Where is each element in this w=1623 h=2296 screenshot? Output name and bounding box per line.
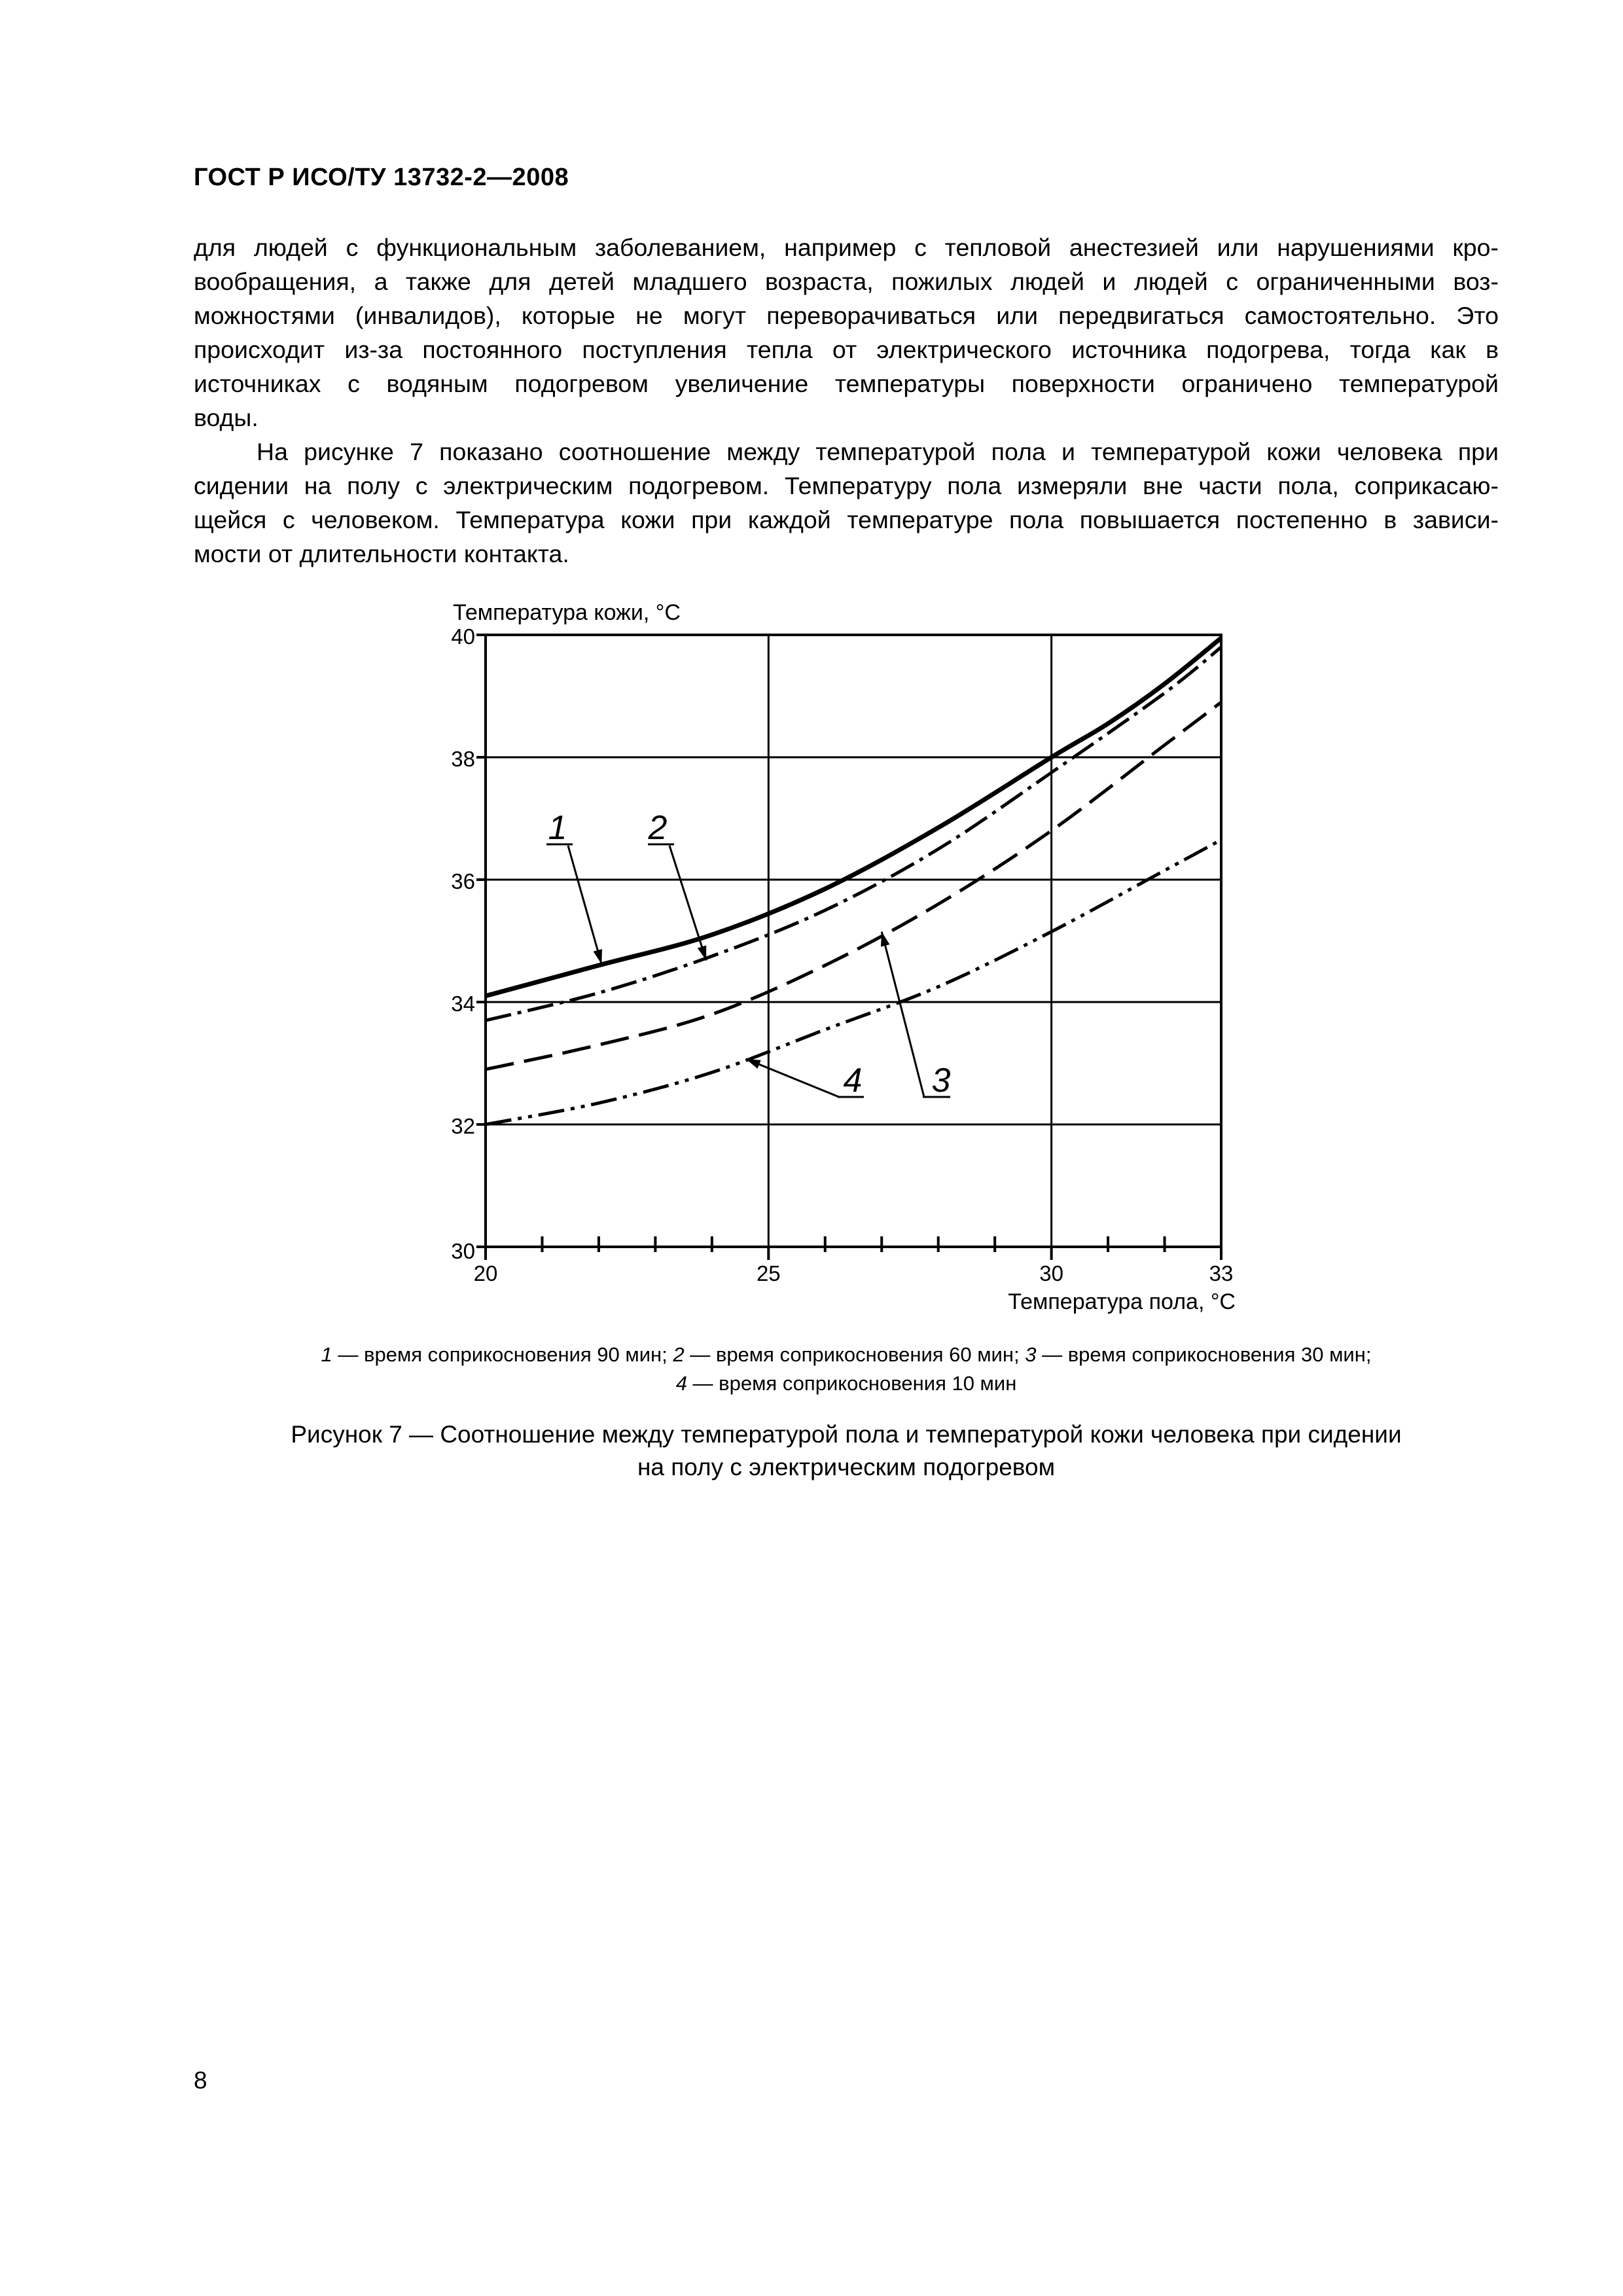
- y-tick-label: 32: [451, 1114, 475, 1138]
- y-tick-label: 30: [451, 1239, 475, 1263]
- paragraph-line: источниках с водяным подогревом увеличение температуры поверхности ограничено температурой: [194, 370, 1499, 397]
- x-tick-label: 20: [473, 1261, 498, 1285]
- y-tick-label: 36: [451, 869, 475, 893]
- paragraph-line: происходит из-за постоянного поступления тепла от электрического источника подогрева, тогда как в: [194, 336, 1499, 363]
- legend-text: — время соприкосновения 30 мин;: [1036, 1343, 1372, 1366]
- page-number: 8: [194, 2067, 207, 2094]
- paragraph-line: воды.: [194, 404, 259, 431]
- curve-leader-arrowhead: [594, 949, 602, 964]
- curve-leader-arrowhead: [746, 1059, 761, 1069]
- document-header: ГОСТ Р ИСО/ТУ 13732-2—2008: [194, 164, 569, 191]
- curve-label-3: 3: [931, 1062, 951, 1100]
- caption-line-2: на полу с электрическим подогревом: [637, 1454, 1056, 1480]
- legend-text: — время соприкосновения 90 мин;: [332, 1343, 673, 1366]
- curve-leader-line: [568, 846, 601, 964]
- x-tick-label: 33: [1209, 1261, 1234, 1285]
- legend-line-1: [194, 1340, 1499, 1369]
- curve-leader-line: [882, 931, 924, 1097]
- legend-number: 4: [675, 1372, 687, 1395]
- figure-legend: [194, 1340, 1499, 1398]
- paragraph-line: для людей с функциональным заболеванием, например с тепловой анестезией или нарушениями кро-: [194, 234, 1499, 261]
- paragraph-line: щейся с человеком. Температура кожи при каждой температуре пола повышается постепенно в зависи-: [194, 506, 1499, 533]
- y-tick-label: 34: [451, 992, 475, 1016]
- legend-text: — время соприкосновения 60 мин;: [684, 1343, 1026, 1366]
- legend-number: 2: [673, 1343, 685, 1366]
- x-axis-title: Температура пола, °С: [1008, 1289, 1236, 1314]
- curve-leader-line: [746, 1059, 839, 1097]
- legend-text: — время соприкосновения 10 мин: [687, 1372, 1017, 1395]
- caption-line-1: Рисунок 7 — Соотношение между температурой пола и температурой кожи человека при сидении: [291, 1421, 1402, 1448]
- legend-number: 3: [1025, 1343, 1037, 1366]
- paragraph-line: мости от длительности контакта.: [194, 540, 569, 567]
- legend-number: 1: [321, 1343, 332, 1366]
- paragraph-line: На рисунке 7 показано соотношение между температурой пола и температурой кожи человека при: [257, 438, 1499, 465]
- figure-caption: [194, 1418, 1499, 1484]
- y-tick-label: 40: [451, 624, 475, 649]
- curve-label-2: 2: [648, 809, 668, 847]
- paragraph-line: можностями (инвалидов), которые не могут переворачиваться или передвигаться самостоятельно. Это: [194, 302, 1499, 329]
- legend-line-2: [194, 1369, 1499, 1398]
- y-tick-label: 38: [451, 747, 475, 771]
- x-tick-label: 30: [1039, 1261, 1063, 1285]
- curve-label-1: 1: [548, 809, 567, 847]
- curve-leader-arrowhead: [881, 931, 890, 946]
- paragraph-line: сидении на полу с электрическим подогревом. Температуру пола измеряли вне части пола, соприкасаю-: [194, 472, 1499, 499]
- y-axis-title: Температура кожи, °С: [453, 600, 681, 625]
- x-tick-label: 25: [756, 1261, 781, 1285]
- paragraph-line: вообращения, а также для детей младшего возраста, пожилых людей и людей с ограниченными воз-: [194, 268, 1499, 295]
- curve-label-4: 4: [843, 1062, 863, 1100]
